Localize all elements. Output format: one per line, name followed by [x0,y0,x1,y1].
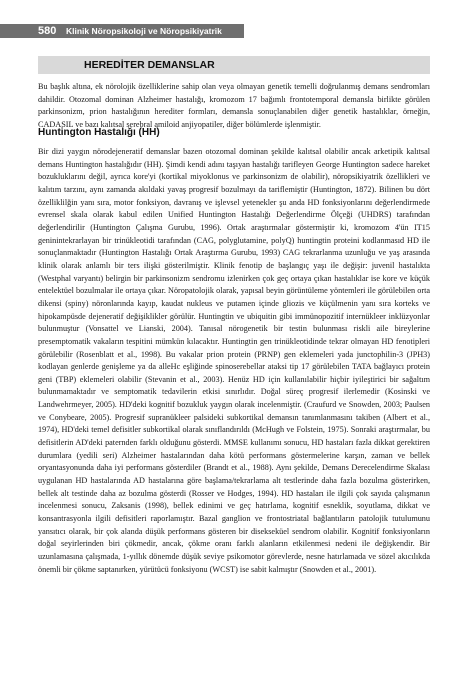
section-title: HEREDİTER DEMANSLAR [84,59,215,71]
intro-paragraph [38,81,430,132]
page-number: 580 [38,25,57,37]
body-text: Bir dizi yaygın nörodejeneratif demanslar bazen otozomal dominan şekilde kalıtsal olabilir ancak arketipik kalıtsal demans Huntington hastalığıdır (HH). Şimdi kendi adını taşıyan hastalığı tarifleyen George Huntington sadece hareket bozukluklarını değil, ayrıca kore'yi (kortikal miyoklonus ve parkinsonizm de olabilir), nöropsikiyatrik özellikleri ve kalıtım tarzını, aynı zamanda akıldaki yavaş progresif bozulmayı da tariflemiştir (Huntington, 1872). Bilinen bu dört özelliklilğin yanı sıra, motor fonksiyon, davranış ve işlevsel yetenekler şu anda HD fonksiyonlarını değerlendirmede evrensel skala olarak kabul edilen Unified Huntington Hastalığı Değerlendirme Ölçeği (UHDRS) tarafından değerlendirilir (Huntington Çalışma Gurubu, 1996). Ortak araştırmalar göstermiştir ki, kromozom 4'ün IT15 geninintekrarlayan bir trinükleotidi tarafından (CAG, polyglutamine, polyQ) huntingtin proteini kodlanmasıd HD ile sonuçlanmaktadır (Huntington Hastalığı Ortak Araştırma Gurubu, 1993) CAG tekrarlanma uzunluğu ve yaş arasında klinik olarak anlamlı bir ters ilişki gösterilmiştir. Klinik fenotip de başlangıç yaşı ile değişir: juvenil hastalıkta (Westphal varyantı) belirgin bir parkinsonizm sendromu izlenirken çok geç ortaya çıkan hastalıklar ise kore ve küçük entelektüel bozulmalar ile ortaya çıkar. Nöropatolojik olarak, yapısal beyin görüntüleme yöntemleri ile görülebilen orta dikensi (spiny) nöronlarında kayıp, kaudat nukleus ve putamen içinde gliozis ve küçülmenin yanı sıra korteks ve hipokampüsde dejeneratif değişiklikler görülür. Huntingtin ve ubiquitin gibi immünopozitif internükleer inklüzyonlar bulunmuştur (Vonsattel ve Lianski, 2004). Tanısal nörogenetik bir testin bulunması riskli aile bireylerine presemptomatik vakaların tespitini mümkün kılacaktır. Huntingtin gen trinükleotidinde tekrar olmayan HD fenotipleri görülebilir (Rosenblatt et al., 1998). Bu vakalar prion protein (PRNP) gen eklemeleri yada junctophilin-3 (JPH3) kodlayan genlerde genişleme ya da alleHc eşliğinde spinoserebellar ataksi tip 17 görülebilen TATA bağlayıcı protein geni (TBP) eklemeleri olabilir (Stevanin et al., 2003). Henüz HD için kullanılabilir hiçbir iyileştirici bir sağaltım bulunmamaktadır ve semptomatik tedavilerin etkisi sınırlıdır. Doğal süreç progresif ilerlemedir (Kosinski ve Landwehrmeyer, 2005). HD'deki kognitif bozukluk yaygın olarak incelenmiştir. (Craufurd ve Snowden, 2003; Paulsen ve Conybeare, 2005). Progresif supranükleer palsideki subkortikal demansın tanımlanmasını takiben (Albert et al., 1974), HD'deki temel defisitler subkortikal olarak sınıflandırıldı (McHugh ve Folstein, 1975). Sonraki araştırmalar, bu defisitlerin AD'deki paternden farklı olduğunu gösterdi. MMSE kullanımı sonucu, HD hastaları fazla dikkat gerektiren durumlara (yedili seri) Alzheimer hastalarından daha kötü performans göstermelerine karşın, zaman ve bellek oryantasyonunda daha iyi performans gösterdiler (Brandt et al., 1988). Aynı şekilde, Demans Derecelendirme Skalası uygulanan HD hastalarında AD hastalarına göre başlama/tekrarlama alt testlerinde daha fazla bozulma gösterirken, bellek alt testinde daha az bozulma gösterdi (Rosser ve Hodges, 1994). HD hastaları ile ilgili çok sayıda çalışmanın incelenmesi sonucu, Zaksanis (1998), bellek edinimi ve geç hatırlama, kognitif esneklik, soyutlama, dikkat ve konsantrasyonla ilgili defisitleri raporlamıştır. Bazal ganglion ve frontostriatal bağlantıların patolojik tutulumunu yansıtıcı olarak, bir çok alanda düşük performans gösteren bir disekseküel sendrom olabilir. Kognitif fonksiyonların doğal seyirlerinden biri çökmedir, ancak, çökme oranı farklı alanların etkilenmesi nedeni ile değişkendir. Bir uzunlamasına çalışmada, 1-yıllık dönemde düşük seviye psikomotor görevlerde, nesne hatırlamada ve sözel akıcılıkda önemli bir çökme saptanırken, yürütücü fonksiyonu (WCST) ise sabit kalmıştır (Snowden et al., 2001). [38,147,430,574]
header-band [0,24,244,50]
section-heading-bar [38,56,430,74]
body-paragraph [38,146,430,576]
running-header [0,24,453,50]
running-title: Klinik Nöropsikoloji ve Nöropsikiyatrik Hastalıklar [66,26,222,50]
intro-text: Bu başlık altına, ek nörolojik özelliklerine sahip olan veya olmayan genetik temelli doğrulanmış demans sendromları dahildir. Otozomal dominan Alzheimer hastalığı, kromozom 17 bağımlı frontotemporal demansla birlikte görülen parkinsonizm, prion hastalığının herediter formları, demansla sonuçlanabilen diğer genetik hastalıklar, örneğin, CADASIL ve bazı kalıtsal serebral amiloid anjiyopatiler, diğer bölümlerde işlenmiştir. [38,82,430,129]
subsection-title: Huntington Hastalığı (HH) [38,127,160,138]
